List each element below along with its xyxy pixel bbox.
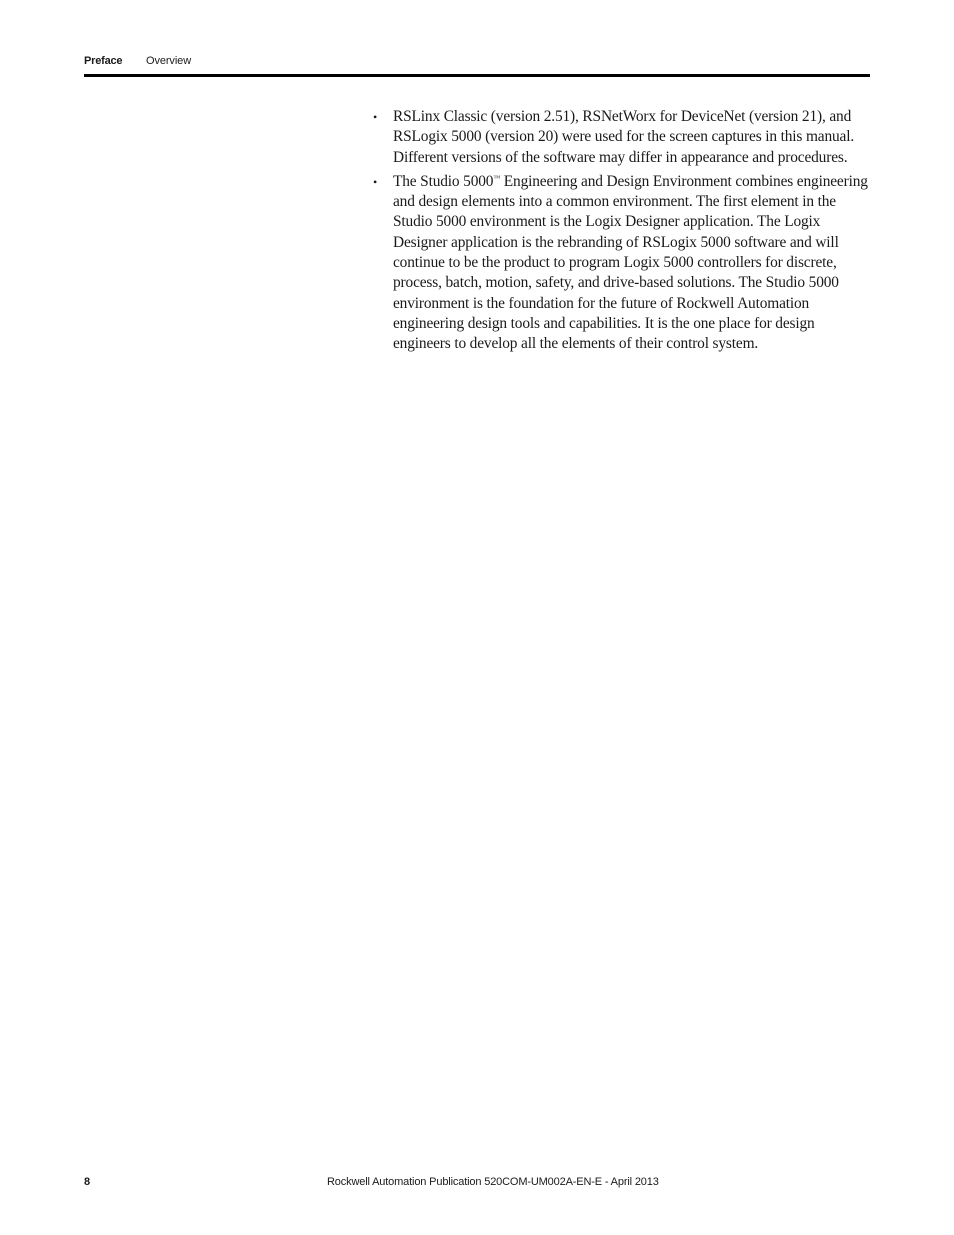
bullet-text-start: The Studio 5000: [393, 172, 494, 190]
page-footer: [84, 1174, 870, 1190]
bullet-icon: •: [373, 174, 378, 189]
bullet-text: RSLinx Classic (version 2.51), RSNetWorx for DeviceNet (version 21), and RSLogix 5000 (version 20) were used for the screen captures in this manual. Different versions of the software may differ in appearance and procedures.: [393, 108, 855, 166]
body-content: [373, 107, 870, 359]
publication-info: Rockwell Automation Publication 520COM-UM002A-EN-E - April 2013: [327, 1176, 659, 1188]
list-item: [373, 172, 870, 355]
topic-title: Overview: [146, 55, 192, 67]
bullet-text-end: Engineering and Design Environment combines engineering and design elements into a common environment. The first element in the Studio 5000 environment is the Logix Designer application. The Logix Designer application is the rebranding of RSLogix 5000 software and will continue to be the product to program Logix 5000 controllers for discrete, process, batch, motion, safety, and drive-based solutions. The Studio 5000 environment is the foundation for the future of Rockwell Automation engineering design tools and capabilities. It is the one place for design engineers to develop all the elements of their control system.: [393, 172, 868, 353]
page-number: 8: [84, 1176, 91, 1188]
trademark-symbol: ™: [493, 173, 501, 182]
bullet-list: [373, 107, 870, 355]
page-header: [84, 53, 870, 69]
bullet-icon: •: [373, 110, 378, 124]
list-item: [373, 107, 870, 168]
section-title: Preface: [84, 55, 123, 67]
header-rule: [84, 74, 870, 77]
